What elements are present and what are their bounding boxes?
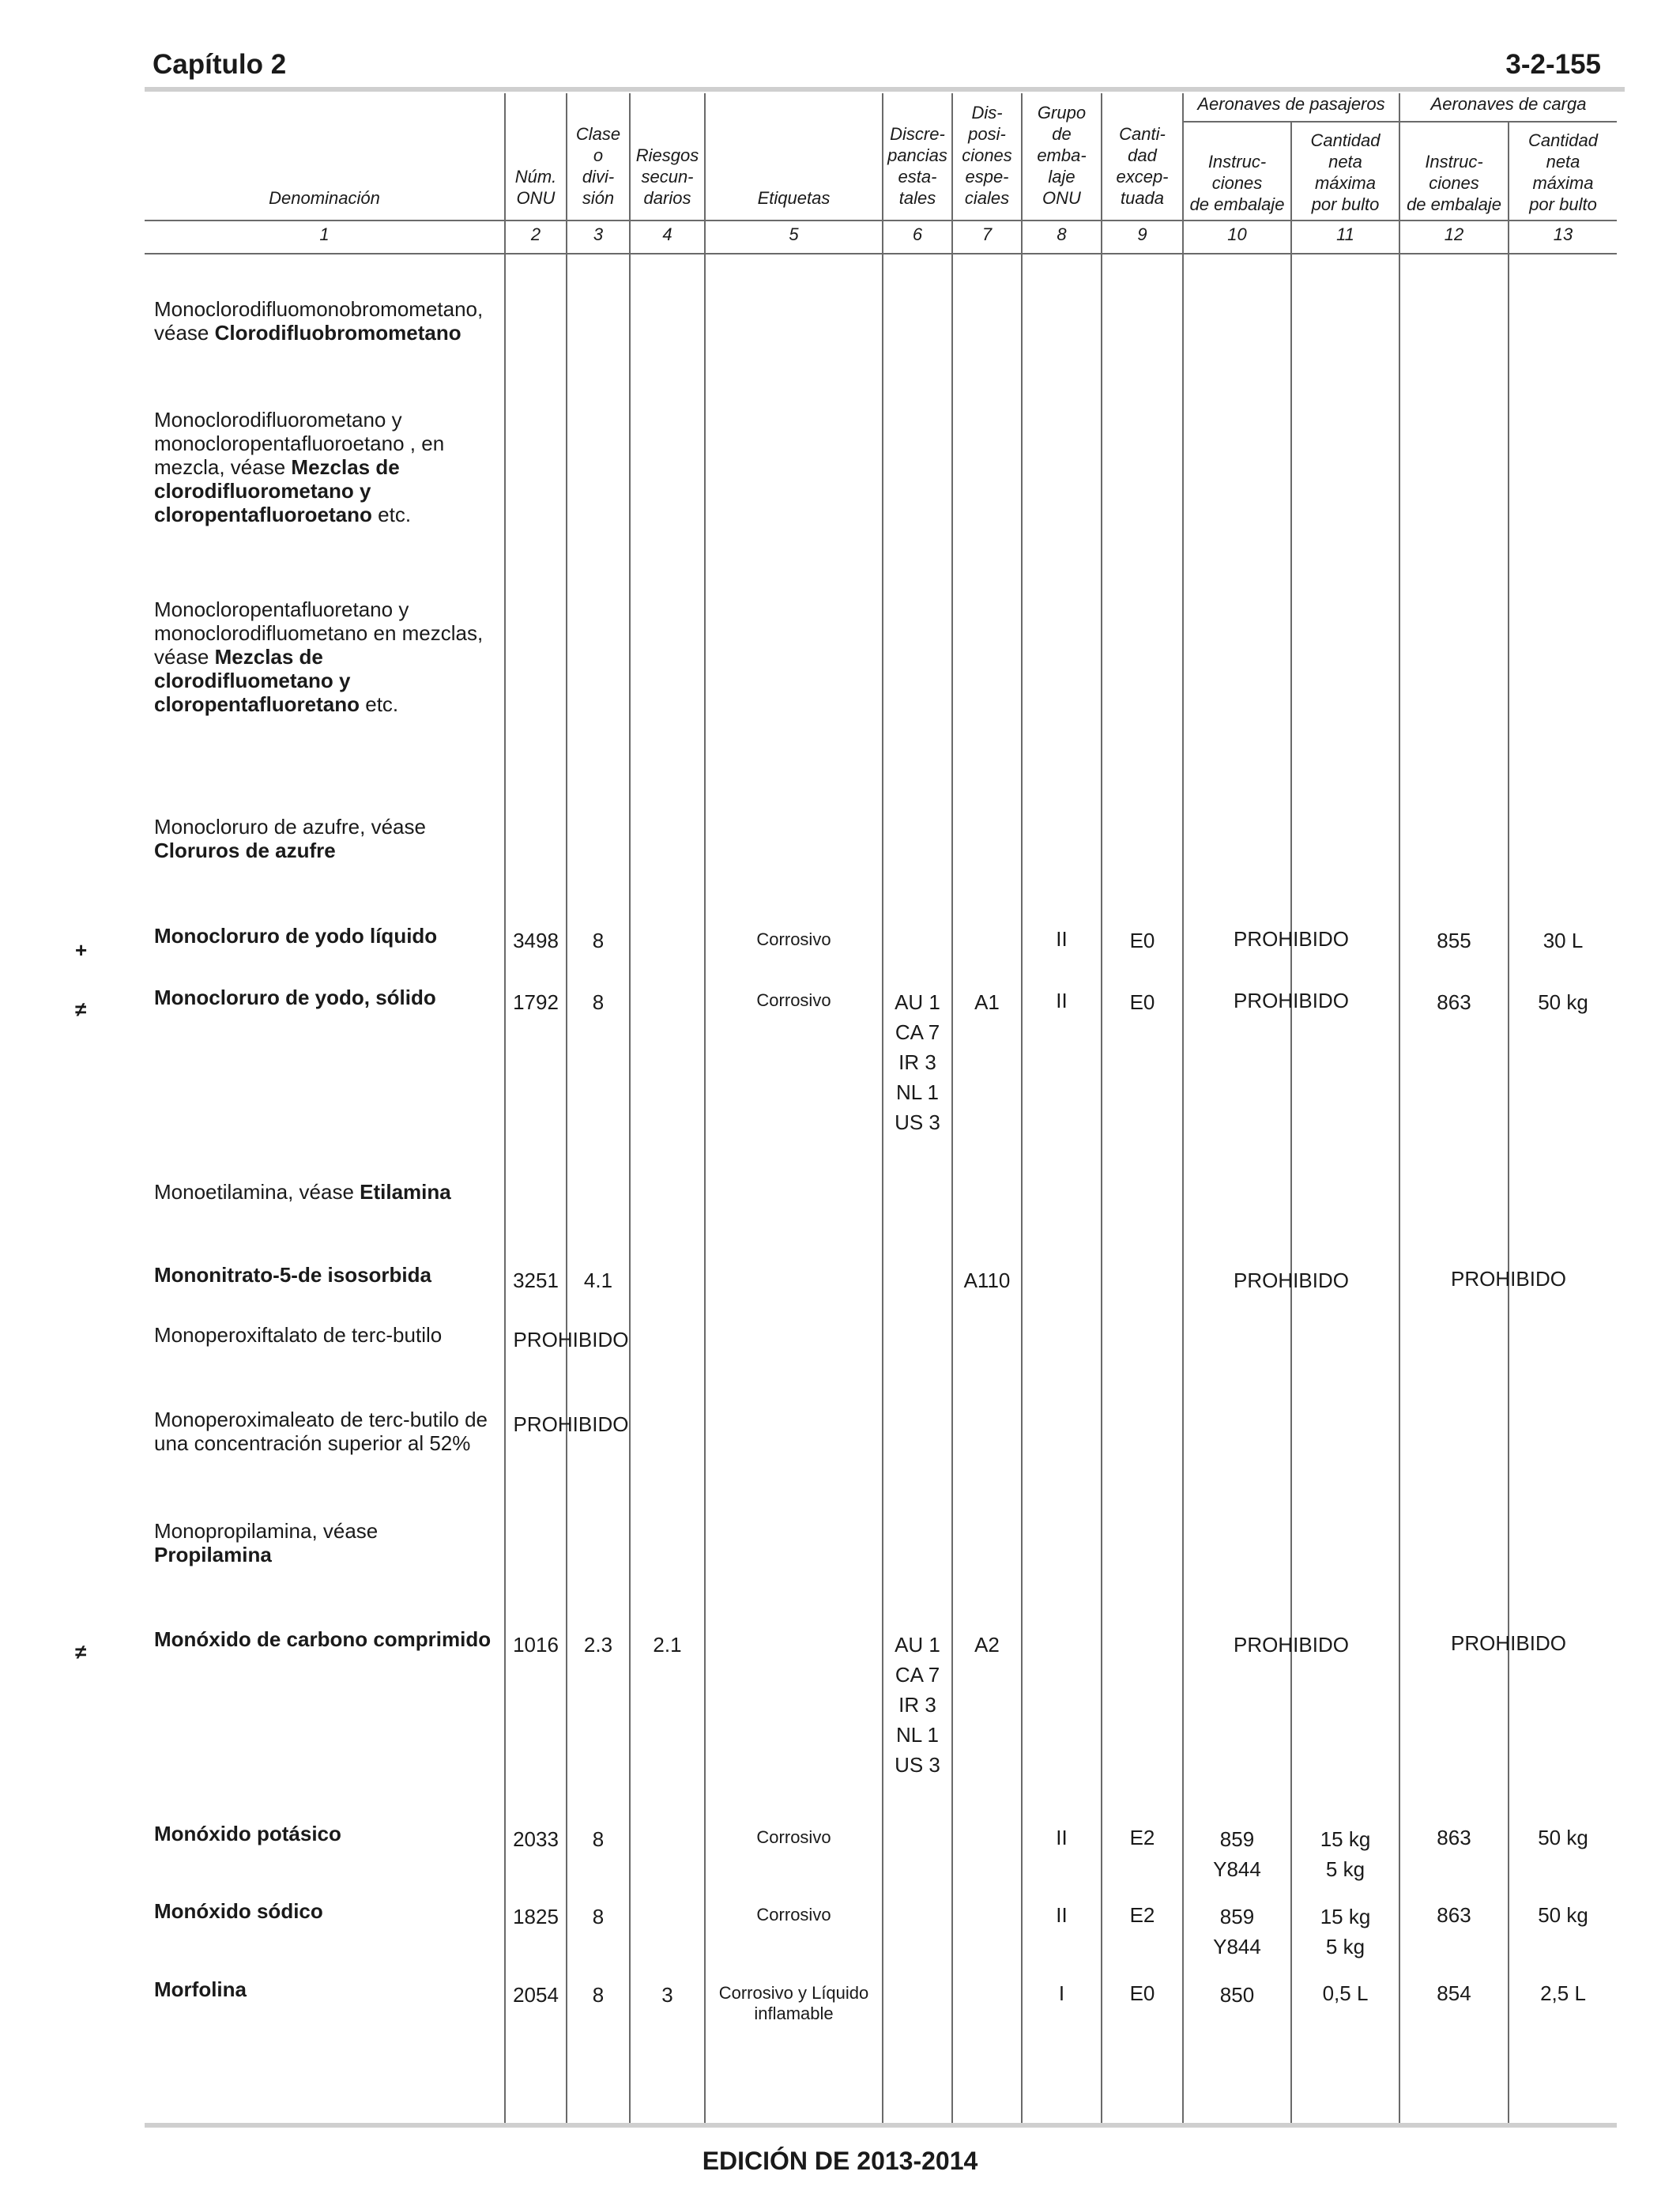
header-rule bbox=[145, 87, 1625, 92]
entry-name: Monocloropentafluoretano y monoclorodifluometano en mezclas, véase Mezclas de clorodifluometano y cloropentafluoretano etc. bbox=[154, 598, 484, 716]
onu-number: 3251 bbox=[513, 1269, 559, 1292]
class-division: 2.3 bbox=[583, 1633, 613, 1657]
passenger-prohibido: PROHIBIDO bbox=[1234, 1269, 1349, 1292]
labels: Corrosivo bbox=[756, 929, 831, 949]
col-header-riesgos: Riesgos secun- darios bbox=[635, 145, 699, 208]
change-mark: + bbox=[75, 938, 88, 962]
page-number: 3-2-155 bbox=[1505, 49, 1601, 80]
change-mark: ≠ bbox=[75, 997, 87, 1021]
col-number: 3 bbox=[593, 224, 604, 244]
col-header-instr-carga: Instruc- ciones de embalaje bbox=[1407, 152, 1501, 214]
col-header-etiquetas: Etiquetas bbox=[757, 188, 831, 208]
excepted-quantity: E0 bbox=[1129, 1981, 1155, 2005]
edition-footer: EDICIÓN DE 2013-2014 bbox=[702, 2147, 978, 2175]
entry-name: Monóxido potásico bbox=[154, 1822, 341, 1845]
col-header-clase: Clase o divi- sión bbox=[575, 124, 621, 208]
col-group-pasajeros: Aeronaves de pasajeros bbox=[1197, 94, 1385, 114]
packing-group: II bbox=[1056, 927, 1068, 951]
col-header-denominacion: Denominación bbox=[269, 188, 380, 208]
col-number: 9 bbox=[1137, 224, 1147, 244]
onu-number: 3498 bbox=[513, 929, 559, 952]
col-number: 13 bbox=[1553, 224, 1573, 244]
col-header-cantidad-exceptuada: Canti- dad excep- tuada bbox=[1116, 124, 1169, 208]
col-header-disposiciones: Dis- posi- ciones espe- ciales bbox=[962, 103, 1012, 208]
passenger-quantity: 15 kg 5 kg bbox=[1320, 1827, 1371, 1881]
cargo-instruction: 863 bbox=[1437, 1903, 1471, 1927]
col-number: 4 bbox=[662, 224, 672, 244]
subsidiary-risk: 2.1 bbox=[653, 1633, 682, 1657]
entry-name: Monoclorodifluorometano y monocloropentafluoroetano , en mezcla, véase Mezclas de clorodifluorometano y cloropentafluoroetano etc. bbox=[154, 408, 445, 526]
cargo-instruction: 855 bbox=[1437, 929, 1471, 952]
col-number: 5 bbox=[789, 224, 799, 244]
class-division: 8 bbox=[592, 929, 605, 952]
special-provisions: A110 bbox=[963, 1269, 1011, 1292]
passenger-quantity: 0,5 L bbox=[1322, 1981, 1369, 2005]
special-provisions: A2 bbox=[974, 1633, 1000, 1657]
excepted-quantity: E2 bbox=[1129, 1826, 1155, 1849]
cargo-prohibido: PROHIBIDO bbox=[1451, 1631, 1566, 1655]
state-variations: AU 1 CA 7 IR 3 NL 1 US 3 bbox=[895, 990, 940, 1134]
col-number: 10 bbox=[1227, 224, 1247, 244]
onu-number: 1792 bbox=[513, 990, 559, 1014]
col-number: 8 bbox=[1057, 224, 1067, 244]
entry-name: Monoclorodifluomonobromometano, véase Clorodifluobromometano bbox=[154, 297, 484, 345]
onu-number: 1016 bbox=[513, 1633, 559, 1657]
col-number: 1 bbox=[319, 224, 330, 244]
onu-number: 1825 bbox=[513, 1905, 559, 1928]
entry-name: Monocloruro de yodo, sólido bbox=[154, 986, 436, 1009]
prohibido-text: PROHIBIDO bbox=[513, 1412, 629, 1436]
passenger-prohibido: PROHIBIDO bbox=[1234, 989, 1349, 1012]
col-header-cantidad-carga: Cantidad neta máxima por bulto bbox=[1527, 130, 1599, 214]
excepted-quantity: E0 bbox=[1129, 929, 1155, 952]
cargo-quantity: 2,5 L bbox=[1540, 1981, 1586, 2005]
labels: Corrosivo bbox=[756, 990, 831, 1010]
passenger-prohibido: PROHIBIDO bbox=[1234, 1633, 1349, 1657]
packing-group: II bbox=[1056, 989, 1068, 1012]
subsidiary-risk: 3 bbox=[661, 1983, 673, 2007]
excepted-quantity: E2 bbox=[1129, 1903, 1155, 1927]
cargo-quantity: 30 L bbox=[1543, 929, 1584, 952]
cargo-instruction: 863 bbox=[1437, 1826, 1471, 1849]
cargo-instruction: 854 bbox=[1437, 1981, 1471, 2005]
cargo-quantity: 50 kg bbox=[1538, 1903, 1588, 1927]
labels: Corrosivo bbox=[756, 1827, 831, 1847]
entry-name: Monocloruro de yodo líquido bbox=[154, 924, 438, 948]
entry-name: Monoperoxiftalato de terc-butilo bbox=[154, 1323, 443, 1347]
labels: Corrosivo y Líquido inflamable bbox=[718, 1983, 869, 2023]
col-header-cantidad-pax: Cantidad neta máxima por bulto bbox=[1310, 130, 1381, 214]
class-division: 8 bbox=[592, 1827, 605, 1851]
entry-name: Monopropilamina, véase Propilamina bbox=[154, 1519, 379, 1566]
excepted-quantity: E0 bbox=[1129, 990, 1155, 1014]
class-division: 8 bbox=[592, 1905, 605, 1928]
entry-name: Monocloruro de azufre, véase Cloruros de azufre bbox=[154, 815, 426, 862]
entry-name: Monoperoximaleato de terc-butilo de una concentración superior al 52% bbox=[154, 1408, 488, 1455]
cargo-prohibido: PROHIBIDO bbox=[1451, 1267, 1566, 1291]
col-number: 11 bbox=[1336, 224, 1354, 244]
passenger-instruction: 859 Y844 bbox=[1213, 1827, 1261, 1881]
labels: Corrosivo bbox=[756, 1905, 831, 1924]
prohibido-text: PROHIBIDO bbox=[513, 1328, 629, 1351]
col-header-instr-pax: Instruc- ciones de embalaje bbox=[1189, 152, 1285, 214]
entry-name: Monoetilamina, véase Etilamina bbox=[154, 1180, 451, 1204]
entry-name: Morfolina bbox=[154, 1977, 247, 2001]
col-group-carga: Aeronaves de carga bbox=[1430, 94, 1587, 114]
passenger-prohibido: PROHIBIDO bbox=[1234, 927, 1349, 951]
onu-number: 2054 bbox=[513, 1983, 559, 2007]
onu-number: 2033 bbox=[513, 1827, 559, 1851]
passenger-quantity: 15 kg 5 kg bbox=[1320, 1905, 1371, 1958]
passenger-instruction: 850 bbox=[1219, 1983, 1255, 2007]
special-provisions: A1 bbox=[974, 990, 1000, 1014]
packing-group: II bbox=[1056, 1903, 1068, 1927]
col-number: 7 bbox=[981, 224, 993, 244]
cargo-quantity: 50 kg bbox=[1538, 1826, 1588, 1849]
footer-rule bbox=[145, 2123, 1617, 2128]
col-header-discrepancias: Discre- pancias esta- tales bbox=[887, 124, 947, 208]
packing-group: I bbox=[1058, 1981, 1065, 2005]
passenger-instruction: 859 Y844 bbox=[1213, 1905, 1261, 1958]
cargo-instruction: 863 bbox=[1437, 990, 1471, 1014]
change-mark: ≠ bbox=[75, 1640, 87, 1664]
entry-name: Mononitrato-5-de isosorbida bbox=[154, 1263, 431, 1287]
col-header-grupo: Grupo de emba- laje ONU bbox=[1037, 103, 1087, 208]
col-number: 12 bbox=[1444, 224, 1464, 244]
class-division: 4.1 bbox=[583, 1269, 613, 1292]
col-header-onu: Núm. ONU bbox=[514, 167, 557, 208]
packing-group: II bbox=[1056, 1826, 1068, 1849]
chapter-title: Capítulo 2 bbox=[153, 49, 287, 80]
class-division: 8 bbox=[592, 1983, 605, 2007]
entry-name: Monóxido de carbono comprimido bbox=[154, 1627, 492, 1651]
class-division: 8 bbox=[592, 990, 605, 1014]
col-number: 2 bbox=[530, 224, 541, 244]
cargo-quantity: 50 kg bbox=[1538, 990, 1588, 1014]
col-number: 6 bbox=[912, 224, 923, 244]
entry-name: Monóxido sódico bbox=[154, 1899, 323, 1923]
state-variations: AU 1 CA 7 IR 3 NL 1 US 3 bbox=[895, 1633, 940, 1777]
